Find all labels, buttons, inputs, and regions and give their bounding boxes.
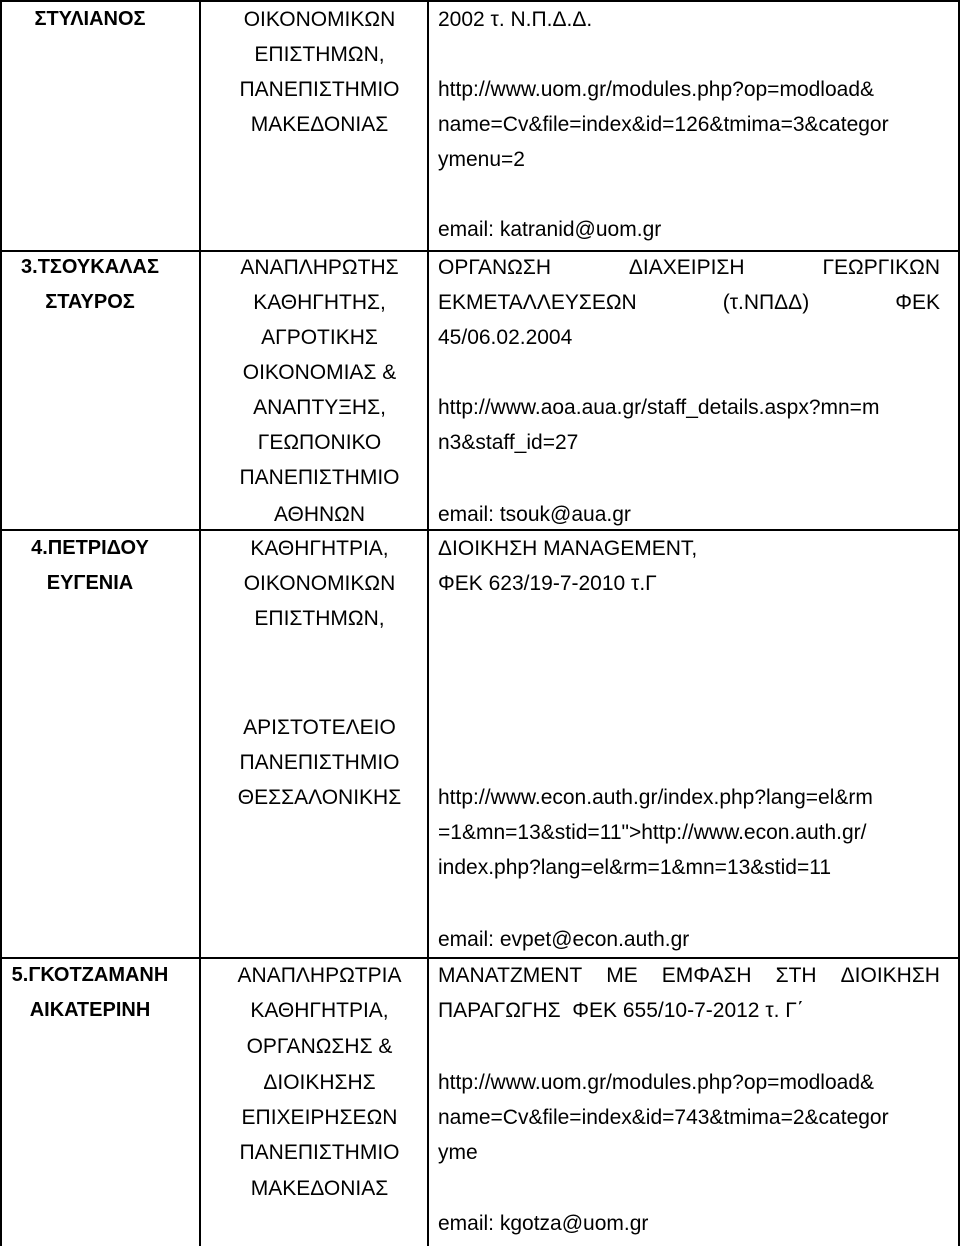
details-text: 2002 τ. Ν.Π.Δ.Δ. bbox=[438, 8, 593, 31]
email-text: email: katranid@uom.gr bbox=[438, 218, 662, 241]
profile-link[interactable]: index.php?lang=el&rm=1&mn=13&stid=11 bbox=[438, 856, 832, 879]
staff-position: ΟΙΚΟΝΟΜΙΚΩΝ bbox=[243, 572, 396, 595]
staff-position: ΑΝΑΠΛΗΡΩΤΡΙΑ bbox=[237, 964, 402, 987]
email-text: email: tsouk@aua.gr bbox=[438, 503, 631, 526]
staff-position: ΠΑΝΕΠΙΣΤΗΜΙΟ bbox=[239, 78, 400, 101]
profile-link[interactable]: ymenu=2 bbox=[438, 148, 525, 171]
staff-position: ΑΓΡΟΤΙΚΗΣ bbox=[261, 326, 378, 349]
profile-link[interactable]: yme bbox=[438, 1141, 478, 1164]
staff-name: 3.ΤΣΟΥΚΑΛΑΣ bbox=[21, 256, 159, 278]
staff-position: ΑΝΑΠΛΗΡΩΤΗΣ bbox=[240, 256, 399, 279]
staff-name: 5.ΓΚΟΤΖΑΜΑΝΗ bbox=[11, 964, 169, 986]
profile-link[interactable]: http://www.econ.auth.gr/index.php?lang=el&rm bbox=[438, 786, 873, 809]
staff-name: 4.ΠΕΤΡΙΔΟΥ bbox=[31, 537, 149, 559]
staff-position: ΔΙΟΙΚΗΣΗΣ bbox=[263, 1071, 376, 1094]
staff-position: ΠΑΝΕΠΙΣΤΗΜΙΟ bbox=[239, 751, 400, 774]
subject-line: ΦΕΚ 623/19-7-2010 τ.Γ bbox=[438, 572, 657, 595]
column-divider-1 bbox=[199, 0, 201, 1246]
profile-link[interactable]: name=Cv&file=index&id=743&tmima=2&categor bbox=[438, 1106, 889, 1129]
staff-position: ΜΑΚΕΔΟΝΙΑΣ bbox=[250, 1177, 389, 1200]
subject-word: ΦΕΚ bbox=[895, 291, 940, 314]
profile-link[interactable]: http://www.uom.gr/modules.php?op=modload& bbox=[438, 78, 875, 101]
staff-position: ΘΕΣΣΑΛΟΝΙΚΗΣ bbox=[237, 786, 402, 809]
staff-position: ΑΘΗΝΩΝ bbox=[273, 503, 366, 526]
staff-name: ΣΤΥΛΙΑΝΟΣ bbox=[34, 8, 146, 30]
subject-word: (τ.ΝΠΔΔ) bbox=[722, 291, 810, 314]
staff-position: ΑΝΑΠΤΥΞΗΣ, bbox=[253, 396, 386, 419]
staff-position: ΚΑΘΗΓΗΤΡΙΑ, bbox=[250, 537, 389, 560]
staff-position: ΜΑΚΕΔΟΝΙΑΣ bbox=[250, 113, 389, 136]
profile-link[interactable]: =1&mn=13&stid=11">http://www.econ.auth.gr/ bbox=[438, 821, 867, 844]
subject-word: ΣΤΗ bbox=[775, 964, 817, 987]
email-text: email: evpet@econ.auth.gr bbox=[438, 928, 690, 951]
profile-link[interactable]: n3&staff_id=27 bbox=[438, 431, 579, 454]
staff-position: ΚΑΘΗΓΗΤΗΣ, bbox=[253, 291, 386, 314]
email-text: email: kgotza@uom.gr bbox=[438, 1212, 649, 1235]
subject-word: ΔΙΑΧΕΙΡΙΣΗ bbox=[628, 256, 745, 279]
profile-link[interactable]: http://www.aoa.aua.gr/staff_details.aspx?mn=m bbox=[438, 396, 880, 419]
subject-line bbox=[438, 250, 940, 285]
subject-line: ΠΑΡΑΓΩΓΗΣ ΦΕΚ 655/10-7-2012 τ. Γ΄ bbox=[438, 999, 804, 1022]
table-border-left bbox=[0, 0, 2, 1246]
profile-link[interactable]: http://www.uom.gr/modules.php?op=modload& bbox=[438, 1071, 875, 1094]
profile-link[interactable]: name=Cv&file=index&id=126&tmima=3&categor bbox=[438, 113, 889, 136]
staff-position: ΕΠΙΧΕΙΡΗΣΕΩΝ bbox=[241, 1106, 398, 1129]
subject-word: ΔΙΟΙΚΗΣΗ bbox=[840, 964, 940, 987]
subject-line bbox=[438, 285, 940, 320]
staff-name: ΣΤΑΥΡΟΣ bbox=[45, 291, 135, 313]
staff-position: ΠΑΝΕΠΙΣΤΗΜΙΟ bbox=[239, 1141, 400, 1164]
subject-word: ΟΡΓΑΝΩΣΗ bbox=[438, 256, 551, 279]
staff-name: ΑΙΚΑΤΕΡΙΝΗ bbox=[29, 999, 151, 1021]
staff-position: ΠΑΝΕΠΙΣΤΗΜΙΟ bbox=[239, 466, 400, 489]
subject-word: ΕΜΦΑΣΗ bbox=[661, 964, 752, 987]
staff-position: ΑΡΙΣΤΟΤΕΛΕΙΟ bbox=[243, 716, 396, 739]
staff-position: ΓΕΩΠΟΝΙΚΟ bbox=[257, 431, 382, 454]
subject-word: ΜΕ bbox=[606, 964, 638, 987]
subject-word: ΜΑΝΑΤΖΜΕΝΤ bbox=[438, 964, 583, 987]
staff-position: ΟΙΚΟΝΟΜΙΚΩΝ bbox=[243, 8, 396, 31]
staff-position: ΚΑΘΗΓΗΤΡΙΑ, bbox=[250, 999, 389, 1022]
subject-line bbox=[438, 958, 940, 993]
subject-line: ΔΙΟΙΚΗΣΗ MANAGEMENT, bbox=[438, 537, 698, 560]
staff-position: ΕΠΙΣΤΗΜΩΝ, bbox=[254, 43, 385, 66]
subject-word: ΓΕΩΡΓΙΚΩΝ bbox=[822, 256, 940, 279]
staff-position: ΟΙΚΟΝΟΜΙΑΣ & bbox=[242, 361, 397, 384]
subject-line: 45/06.02.2004 bbox=[438, 326, 573, 349]
staff-position: ΟΡΓΑΝΩΣΗΣ & bbox=[246, 1035, 393, 1058]
staff-position: ΕΠΙΣΤΗΜΩΝ, bbox=[254, 607, 385, 630]
subject-word: ΕΚΜΕΤΑΛΛΕΥΣΕΩΝ bbox=[438, 291, 637, 314]
staff-name: ΕΥΓΕΝΙΑ bbox=[46, 572, 134, 594]
